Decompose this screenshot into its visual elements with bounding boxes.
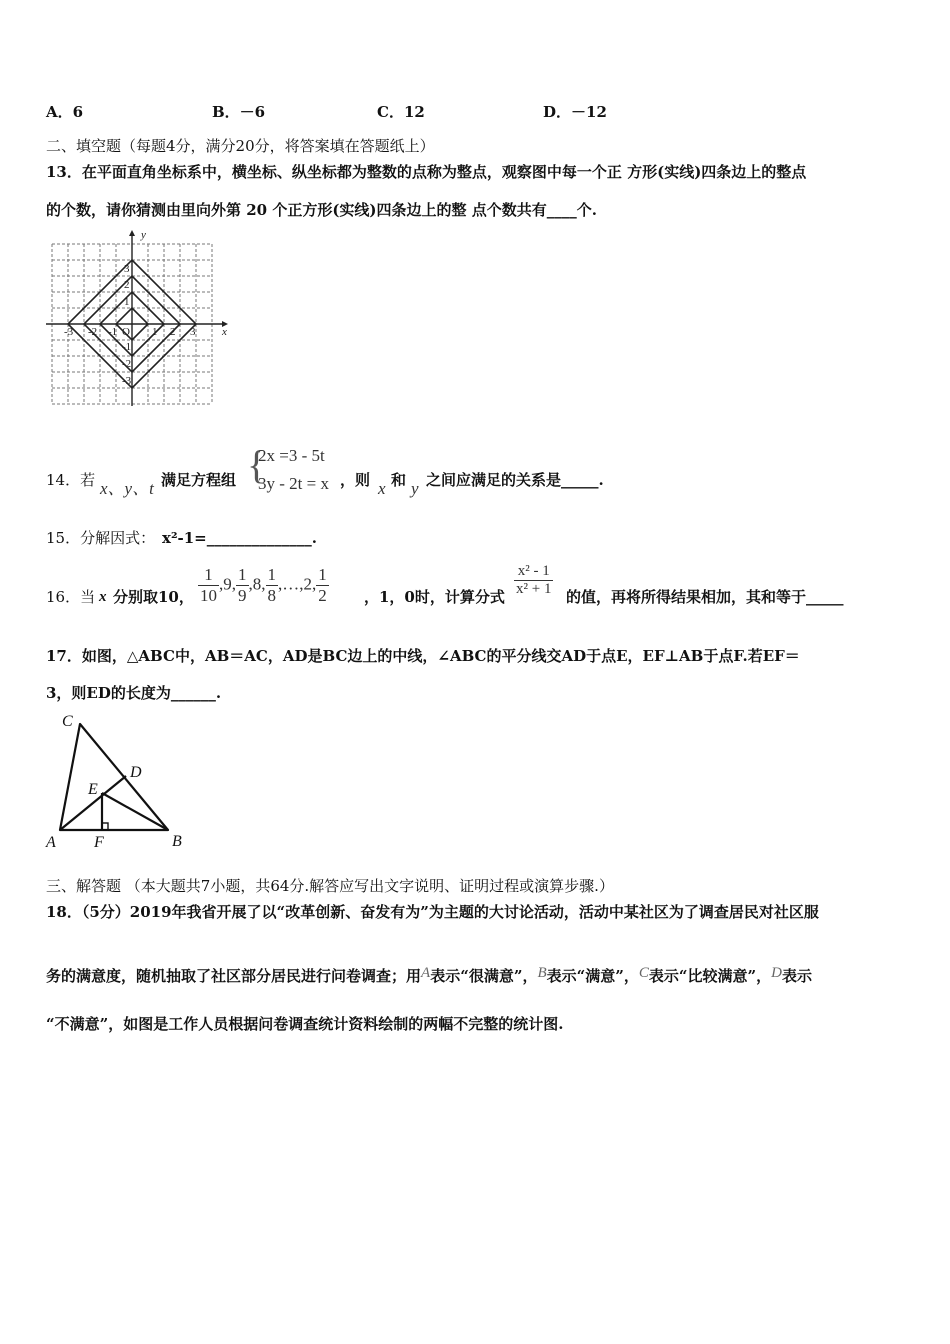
point-label-e: E [88,781,98,798]
q18-text: 务的满意度，随机抽取了社区部分居民进行问卷调查；用 [46,967,422,985]
y-tick-label: -2 [122,358,132,370]
x-tick-label: -1 [108,326,118,338]
q16-fraction [514,563,553,598]
q14-vars: x、y、t [100,479,154,498]
q16-p3: 的值，再将所得结果相加，其和等于_____ [566,588,844,606]
point-label-f: F [94,834,104,851]
q17-line1: 17．如图，△ABC中，AB＝AC，AD是BC边上的中线，∠ABC的平分线交AD于点E，EF⊥AB于点F.若EF＝ [46,647,800,665]
origin-label: O [122,326,130,338]
q18-text: 表示“很满意”， [430,967,538,985]
frac-numerator: 1 [318,565,327,584]
q17-line2: 3，则ED的长度为______. [46,684,222,702]
q18-text: 表示 [782,967,813,985]
y-tick-label: 1 [124,296,130,308]
frac-denominator: 10 [200,586,217,605]
section3-title: 三、解答题 （本大题共7小题，共64分.解答应写出文字说明、证明过程或演算步骤.） [46,877,614,895]
q14-x: x [378,479,386,498]
y-tick-label: -1 [122,341,132,353]
symbol-a: A [421,965,431,981]
q15-expr: x²-1=______________. [162,529,317,547]
q16-p1: 分别取10， [113,588,194,606]
q13-square-grid-figure [44,228,236,408]
option-a: A．6 [46,103,84,121]
q16-sequence [198,565,329,606]
q14-mid: 满足方程组 [161,471,237,489]
frac-denominator: 8 [267,586,276,605]
q17-triangle-figure [42,708,202,854]
q14-y: y [411,479,419,498]
q16-p2: ，1，0时，计算分式 [364,588,505,606]
symbol-c: C [638,965,649,981]
vertex-label-b: B [172,833,182,850]
q13-line1: 13．在平面直角坐标系中，横坐标、纵坐标都为整数的点称为整点，观察图中每一个正 方形(实线)四条边上的整点 [46,163,807,181]
q14-eq1: 2x =3 - 5t [258,446,325,465]
q15-prefix: 15．分解因式： [46,529,156,547]
x-axis-label: x [222,326,227,338]
option-b: B．－6 [212,103,266,121]
frac-denominator: x² + 1 [516,581,552,597]
seq-sep: ,…,2, [278,574,317,594]
q18-line3: “不满意”，如图是工作人员根据问卷调查统计资料绘制的两幅不完整的统计图. [46,1015,564,1033]
x-tick-label: 1 [152,326,158,338]
q18-line1: 18．（5分）2019年我省开展了以“改革创新、奋发有为”为主题的大讨论活动，活动中某社区为了调查居民对社区服 [46,903,819,921]
y-axis-arrow-icon [129,230,135,236]
y-axis-label: y [141,229,146,241]
q14-system-brace: { [247,442,267,487]
frac-numerator: x² - 1 [514,563,553,581]
q14-and: 和 [391,471,407,489]
q14-then: ，则 [340,471,371,489]
frac-denominator: 2 [318,586,327,605]
frac-numerator: 1 [198,565,219,586]
frac-denominator: 9 [238,586,247,605]
q16-prefix: 16．当 [46,588,96,606]
vertex-label-a: A [46,834,56,851]
frac-numerator: 1 [238,565,247,584]
option-d: D．－12 [543,103,607,121]
y-tick-label: -3 [122,375,132,387]
frac-numerator: 1 [267,565,276,584]
q18-line2 [46,963,812,986]
q18-text: 表示“比较满意”， [648,967,772,985]
x-tick-label: -3 [64,326,74,338]
q14-suffix: 之间应满足的关系是_____. [426,471,604,489]
triangle-abc [60,724,168,830]
y-tick-label: 2 [124,279,130,291]
point-label-d: D [130,764,142,781]
q18-text: 表示“满意”， [546,967,639,985]
symbol-d: D [771,965,783,981]
x-tick-label: 3 [190,326,196,338]
option-c: C．12 [377,103,425,121]
seq-sep: ,8, [248,574,266,594]
q14-eq2: 3y - 2t = x [258,474,329,493]
q13-line2: 的个数，请你猜测由里向外第 20 个正方形(实线)四条边上的整 点个数共有____个. [46,201,597,219]
q14-prefix: 14．若 [46,471,96,489]
x-tick-label: -2 [88,326,98,338]
bisector-be [102,793,168,830]
y-tick-label: 3 [124,263,130,275]
section2-title: 二、填空题（每题4分，满分20分，将答案填在答题纸上） [46,137,435,155]
seq-sep: ,9, [219,574,236,594]
vertex-label-c: C [62,713,73,730]
q16-x: x [99,589,107,605]
x-tick-label: 2 [170,326,176,338]
symbol-b: B [537,965,547,981]
